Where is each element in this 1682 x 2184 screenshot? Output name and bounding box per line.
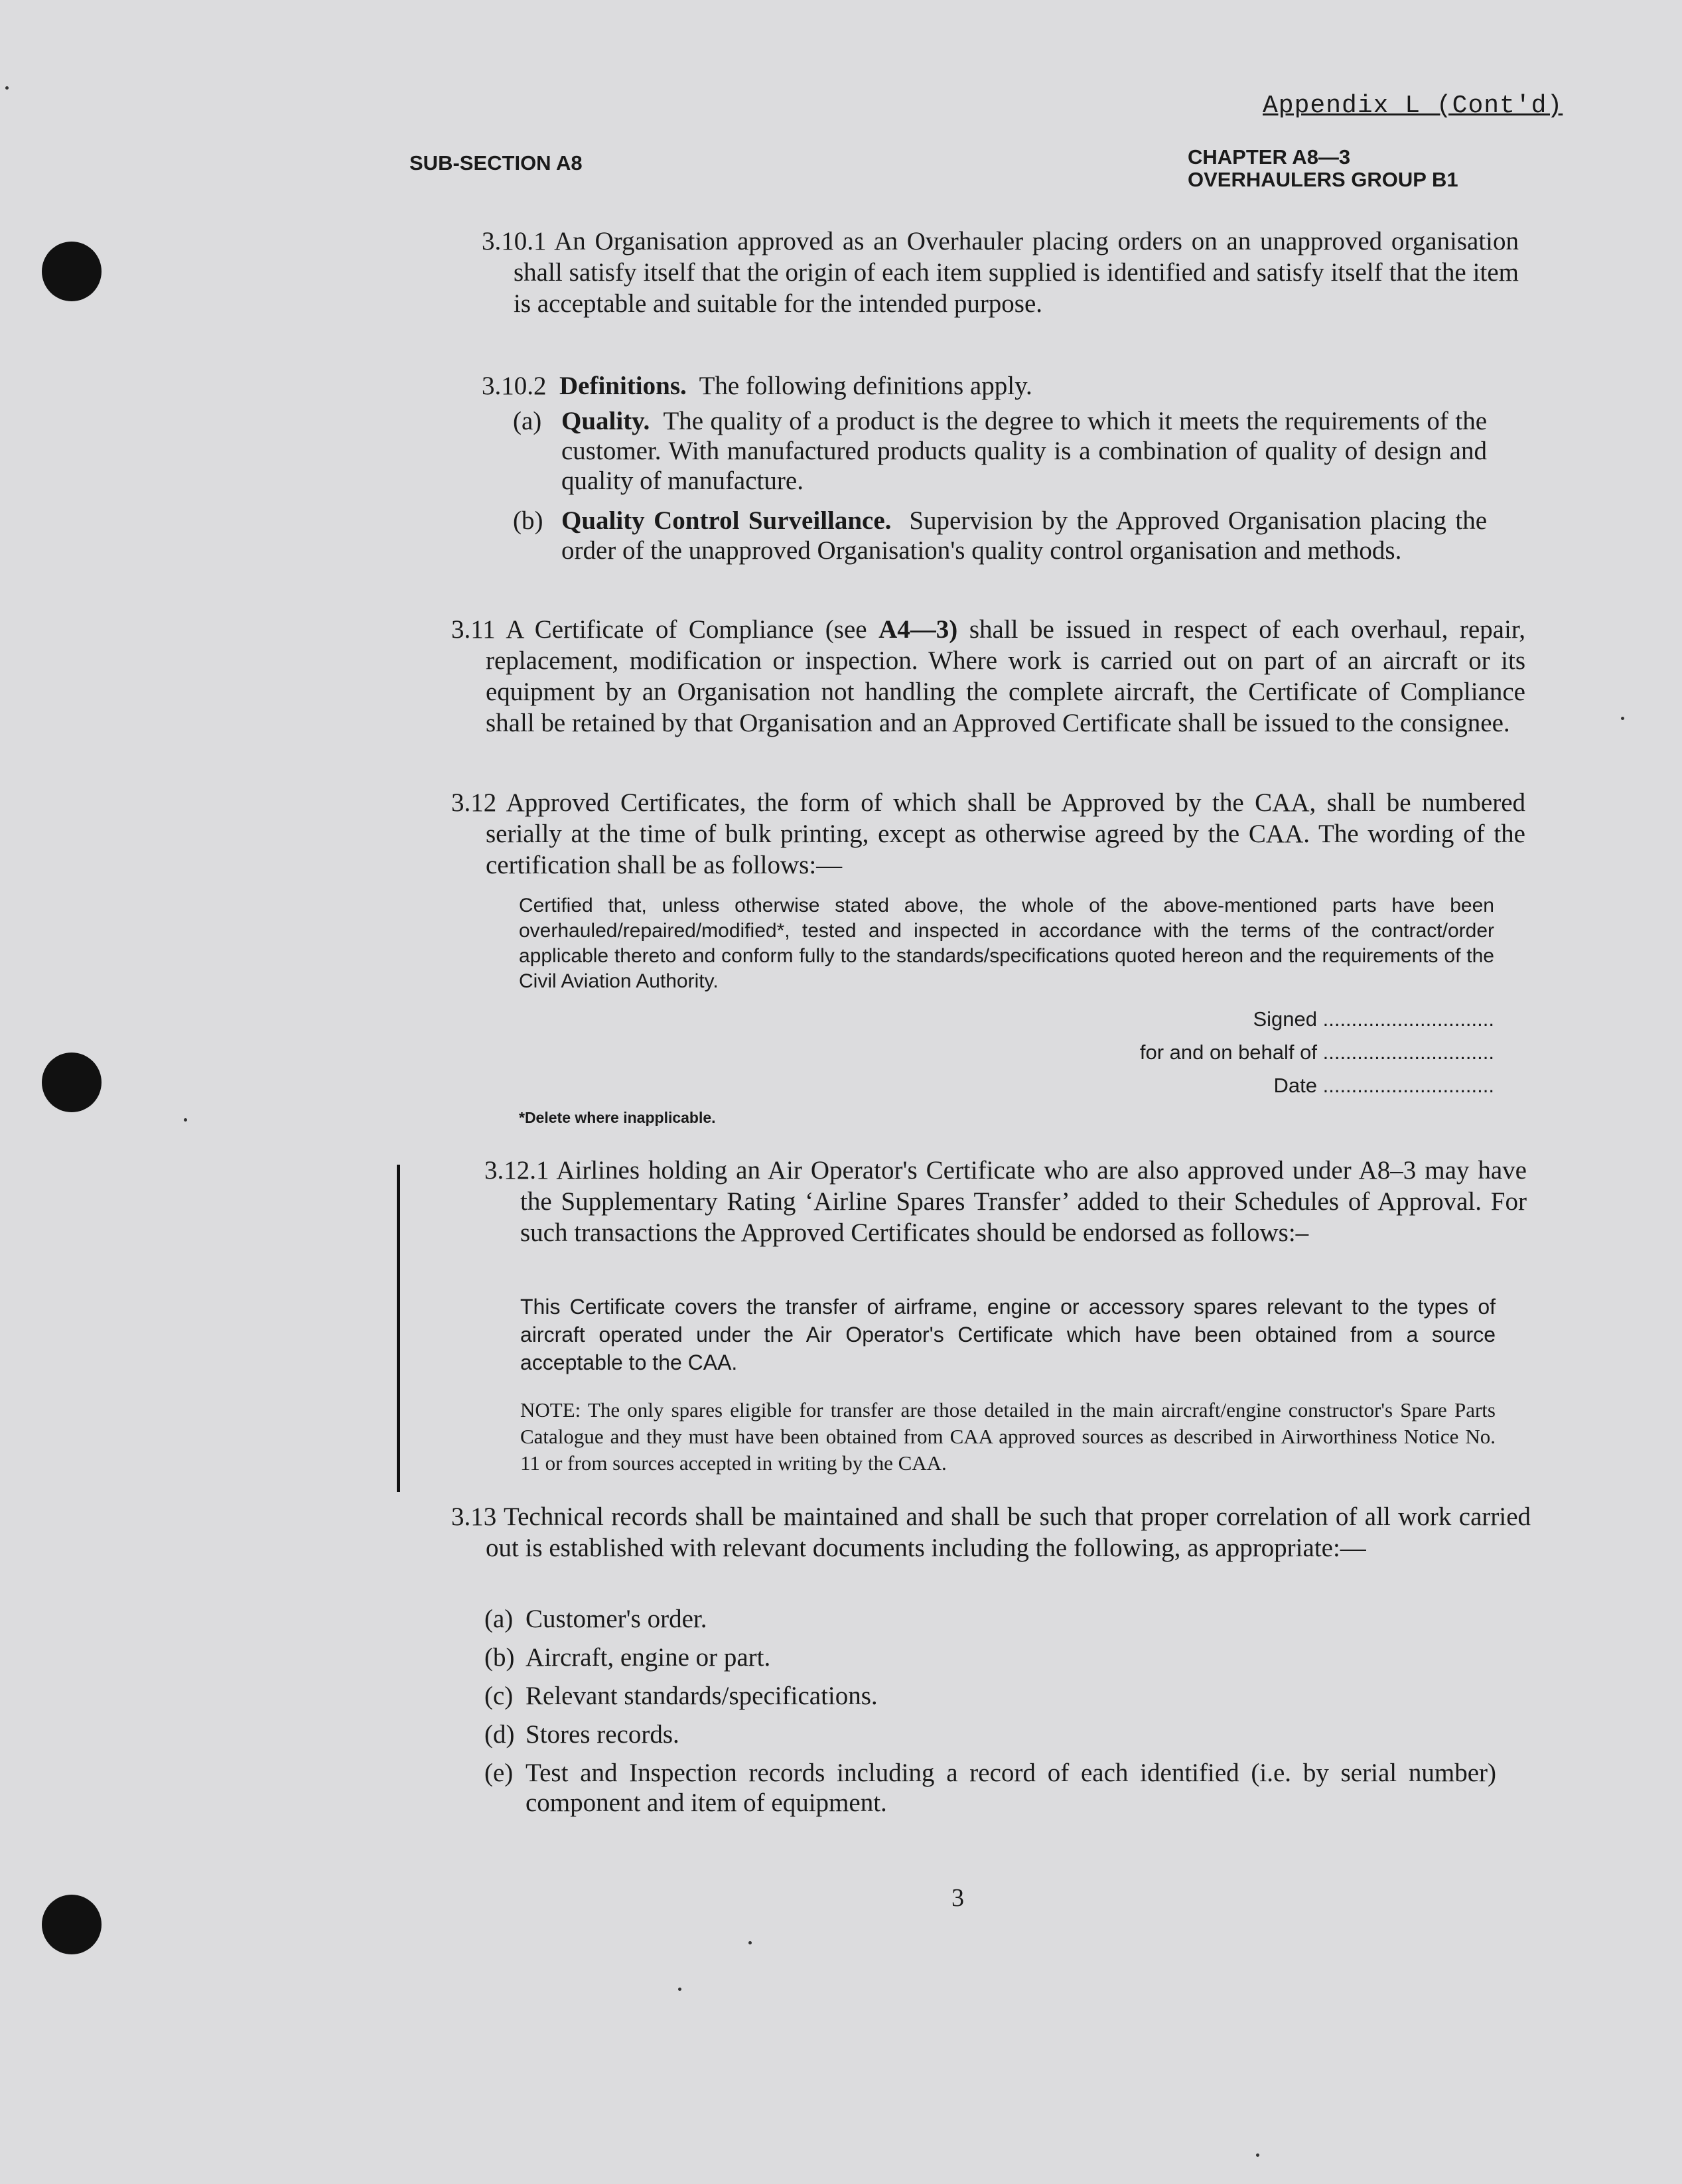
item-label: (d) xyxy=(484,1720,515,1749)
paragraph-3-12-1 xyxy=(484,1155,1527,1248)
item-text: Customer's order. xyxy=(526,1605,707,1633)
paragraph-3-11 xyxy=(451,614,1525,739)
paragraph-3-10-1 xyxy=(482,226,1519,319)
paragraph-number: 3.10.2 xyxy=(482,372,547,400)
subsection-label: SUB-SECTION A8 xyxy=(409,151,583,175)
definition-quality xyxy=(513,406,1487,499)
paragraph-text: Approved Certificates, the form of which shall be Approved by the CAA, shall be numbered serially at the time of bulk printing, except as otherwise agreed by the CAA. The wording of the certification shall be as follows:— xyxy=(486,788,1526,879)
record-item xyxy=(484,1642,1496,1676)
paragraph-number: 3.10.1 xyxy=(482,227,547,255)
paragraph-3-13 xyxy=(451,1501,1531,1564)
paragraph-text-after: shall be issued in respect of each overhaul, repair, replacement, modification or inspection. Where work is carried out on part of an aircraft or its equipment by an Organisation not handling the complete aircraft, the Certificate of Compliance shall be retained by that Organisation and an Approved Certificate shall be issued to the consignee. xyxy=(486,615,1525,737)
definition-text: Supervision by the Approved Organisation placing the order of the unapproved Organisation's quality control organisation and methods. xyxy=(561,506,1488,565)
paragraph-heading: Definitions. xyxy=(559,372,687,400)
record-item xyxy=(484,1681,1496,1714)
paragraph-number: 3.11 xyxy=(451,615,496,644)
appendix-label: Appendix L (Cont'd) xyxy=(1263,92,1563,120)
item-label: (b) xyxy=(484,1643,515,1672)
endorsement-text: This Certificate covers the transfer of airframe, engine or accessory spares relevant to the types of aircraft operated under the Air Operator's Certificate which have been obtained from a source acceptable to the CAA. xyxy=(520,1295,1496,1374)
item-label: (b) xyxy=(513,506,543,535)
paragraph-text: The following definitions apply. xyxy=(699,372,1032,400)
revision-bar xyxy=(397,1165,400,1492)
paragraph-number: 3.12 xyxy=(451,788,497,817)
chapter-line2: OVERHAULERS GROUP B1 xyxy=(1188,168,1458,191)
item-label: (a) xyxy=(513,407,542,435)
record-item xyxy=(484,1604,1496,1637)
punch-hole-top xyxy=(42,242,102,301)
item-label: (c) xyxy=(484,1682,514,1710)
signature-block xyxy=(929,1007,1494,1107)
definition-term: Quality. xyxy=(561,407,650,435)
paragraph-text: Technical records shall be maintained and shall be such that proper correlation of all work carried out is established with relevant documents including the following, as appropriate:— xyxy=(486,1502,1531,1562)
paragraph-3-12 xyxy=(451,787,1525,881)
paragraph-text: Airlines holding an Air Operator's Certificate who are also approved under A8–3 may have the Supplementary Rating ‘Airline Spares Transfer’ added to their Schedules of Approval. For such transactions the Approved Certificates should be endorsed as follows:– xyxy=(520,1156,1527,1247)
item-text: Relevant standards/specifications. xyxy=(526,1682,878,1710)
item-text: Stores records. xyxy=(526,1720,679,1749)
on-behalf-line: for and on behalf of .............................. xyxy=(1139,1041,1494,1064)
chapter-heading xyxy=(1188,146,1458,191)
paragraph-3-10-2 xyxy=(482,370,1487,401)
paragraph-number: 3.12.1 xyxy=(484,1156,549,1185)
scan-speck xyxy=(5,86,9,90)
certification-wording: Certified that, unless otherwise stated above, the whole of the above-mentioned parts have been overhauled/repaired/modified*, tested and inspected in accordance with the terms of the contract/order applicable thereto and conform fully to the standards/specifications quoted hereon and the requirements of the Civil Aviation Authority. xyxy=(519,895,1494,992)
paragraph-text: An Organisation approved as an Overhauler placing orders on an unapproved organisation shall satisfy itself that the origin of each item supplied is identified and satisfy itself that the item is acceptable and suitable for the intended purpose. xyxy=(514,227,1519,318)
footnote: *Delete where inapplicable. xyxy=(519,1109,716,1126)
scan-speck xyxy=(1621,717,1624,720)
record-item xyxy=(484,1758,1496,1824)
signed-line: Signed .............................. xyxy=(1253,1007,1494,1031)
page-number: 3 xyxy=(951,1884,964,1912)
scan-speck xyxy=(748,1941,752,1944)
item-label: (a) xyxy=(484,1605,514,1633)
note-text: The only spares eligible for transfer are those detailed in the main aircraft/engine constructor's Spare Parts Catalogue and they must have been obtained from CAA approved sources as described in Airworthiness Notice No. 11 or from sources accepted in writing by the CAA. xyxy=(520,1398,1496,1475)
chapter-line1: CHAPTER A8—3 xyxy=(1188,145,1351,169)
definition-qc-surveillance xyxy=(513,506,1487,599)
record-item xyxy=(484,1719,1496,1753)
note-label: NOTE: xyxy=(520,1398,581,1421)
item-text: Test and Inspection records including a record of each identified (i.e. by serial number) component and item of equipment. xyxy=(526,1759,1496,1817)
paragraph-reference: A4—3) xyxy=(878,615,958,644)
date-line: Date .............................. xyxy=(1273,1074,1494,1097)
paragraph-text-before: A Certificate of Compliance (see xyxy=(506,615,867,644)
transfer-note xyxy=(520,1397,1496,1477)
punch-hole-bottom xyxy=(42,1895,102,1954)
item-label: (e) xyxy=(484,1759,514,1787)
definition-text: The quality of a product is the degree to which it meets the requirements of the customer. With manufactured products quality is a combination of quality of design and quality of manufacture. xyxy=(561,407,1487,495)
paragraph-number: 3.13 xyxy=(451,1502,497,1531)
scan-speck xyxy=(184,1118,187,1122)
scan-speck xyxy=(678,1988,681,1991)
punch-hole-middle xyxy=(42,1053,102,1112)
scan-speck xyxy=(1256,2153,1259,2157)
definition-term: Quality Control Surveillance. xyxy=(561,506,892,535)
item-text: Aircraft, engine or part. xyxy=(526,1643,771,1672)
